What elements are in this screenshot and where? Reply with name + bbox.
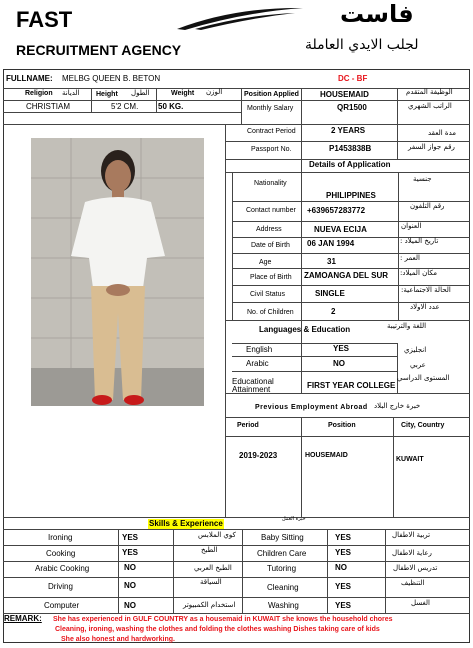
nationality-arabic: جنسية (413, 175, 432, 183)
passport-value: P1453838B (329, 144, 372, 153)
languages-title: Languages & Education (259, 325, 351, 334)
position-value: HOUSEMAID (320, 90, 369, 99)
fullname-label: FULLNAME: (6, 74, 53, 83)
arabic-value: NO (333, 359, 345, 368)
employment-title: Previous Employment Abroad (255, 404, 368, 411)
remark-label: REMARK: (4, 614, 42, 623)
skill-washing-arabic: الغسل (411, 599, 431, 607)
skill-computer-arabic: استخدام الكمبيوتر (183, 601, 236, 609)
skill-driving-label: Driving (48, 582, 73, 591)
passport-arabic: رقم جواز السفر (408, 143, 455, 151)
dob-arabic: تاريخ الميلاد : (400, 237, 439, 245)
education-label-2: Attainment (232, 385, 271, 394)
passport-label: Passport No. (251, 146, 292, 153)
skill-cleaning-arabic: التنظيف (401, 579, 425, 587)
contract-value: 2 YEARS (331, 126, 366, 135)
dob-value: 06 JAN 1994 (307, 239, 355, 248)
skill-washing-value: YES (335, 601, 352, 610)
children-value: 2 (331, 307, 336, 316)
logo-swoosh (175, 3, 305, 33)
skill-ironing-value: YES (122, 533, 139, 542)
skill-babysitting-value: YES (335, 533, 352, 542)
height-value: 5'2 CM. (111, 102, 139, 111)
employment-country-label: City, Country (401, 422, 445, 429)
employment-period-label: Period (237, 422, 259, 429)
address-value: NUEVA ECIJA (314, 225, 367, 234)
remark-line-3: She also honest and hardworking. (61, 636, 175, 643)
skill-cooking-arabic: الطبخ (201, 546, 218, 554)
skill-cooking-label: Cooking (46, 549, 76, 558)
weight-arabic: الوزن (206, 88, 223, 96)
skill-washing-label: Washing (268, 601, 299, 610)
remark-line-1: She has experienced in GULF COUNTRY as a housemaid in KUWAIT she knows the household chores (53, 616, 393, 623)
religion-label: Religion (25, 90, 53, 97)
skill-cleaning-value: YES (335, 582, 352, 591)
languages-title-arabic: اللغة والترتيبة (387, 322, 427, 330)
english-arabic: انجليزي (404, 346, 427, 354)
applicant-photo (31, 138, 204, 406)
religion-arabic: الديانة (62, 89, 80, 97)
employment-position-label: Position (328, 422, 356, 429)
brand-title: FAST (16, 7, 73, 32)
remark-line-2: Cleaning, ironing, washing the clothes and folding the clothes washing Dishes taking care of kids (55, 626, 380, 633)
pob-value: ZAMOANGA DEL SUR (304, 271, 388, 280)
age-label: Age (259, 259, 272, 266)
salary-value: QR1500 (337, 103, 367, 112)
skill-driving-arabic: السياقة (200, 578, 222, 586)
education-arabic: المستوى الدراسي (397, 374, 450, 382)
dob-label: Date of Birth (251, 242, 290, 249)
skill-childrencare-label: Children Care (257, 549, 307, 558)
skill-tutoring-arabic: تدريس الاطفال (393, 564, 438, 572)
contract-arabic: مدة العقد (428, 129, 456, 137)
applicant-code: DC - BF (338, 74, 368, 83)
contact-label: Contact number (246, 207, 296, 214)
contract-label: Contract Period (247, 128, 296, 135)
skills-title-arabic: خبرة العمل (282, 516, 306, 522)
brand-title-arabic: فاست (340, 0, 414, 28)
contact-value: +639657283772 (307, 206, 366, 215)
position-arabic: الوظيفة المتقدم (406, 88, 453, 96)
skill-childrencare-value: YES (335, 548, 352, 557)
arabic-arabic: عربي (410, 361, 426, 369)
contact-arabic: رقم التلفون (410, 202, 445, 210)
civil-status-arabic: الحالة الاجتماعية: (401, 286, 451, 294)
skill-arabiccooking-label: Arabic Cooking (35, 564, 90, 573)
salary-arabic: الراتب الشهري (408, 102, 452, 110)
age-arabic: العمر : (400, 254, 420, 262)
skill-computer-label: Computer (44, 601, 80, 610)
skill-ironing-label: Ironing (48, 533, 73, 542)
education-label-1: Educational (232, 377, 274, 386)
skill-arabiccooking-value: NO (124, 563, 136, 572)
children-arabic: عدد الاولاد (410, 303, 440, 311)
nationality-value: PHILIPPINES (326, 191, 376, 200)
nationality-label: Nationality (254, 180, 287, 187)
skill-driving-value: NO (124, 581, 136, 590)
skill-computer-value: NO (124, 601, 136, 610)
height-label: Height (96, 91, 118, 98)
skill-babysitting-arabic: تربية الاطفال (392, 531, 431, 539)
weight-value: 50 KG. (158, 102, 184, 111)
skill-cleaning-label: Cleaning (267, 583, 299, 592)
civil-status-value: SINGLE (315, 289, 345, 298)
brand-subtitle: RECRUITMENT AGENCY (16, 42, 182, 58)
pob-arabic: مكان الميلاد: (400, 269, 438, 277)
skill-childrencare-arabic: رعاية الاطفال (392, 549, 432, 557)
salary-label: Monthly Salary (247, 105, 294, 112)
arabic-label: Arabic (246, 359, 269, 368)
position-label: Position Applied (244, 91, 299, 98)
skill-tutoring-label: Tutoring (267, 564, 297, 573)
age-value: 31 (327, 257, 336, 266)
employment-title-arabic: خبرة خارج البلاد (374, 402, 421, 410)
weight-label: Weight (171, 90, 195, 97)
english-value: YES (333, 344, 350, 353)
skill-tutoring-value: NO (335, 563, 347, 572)
skill-ironing-arabic: كوي الملابس (198, 531, 236, 539)
skill-babysitting-label: Baby Sitting (261, 533, 304, 542)
education-value: FIRST YEAR COLLEGE (307, 381, 396, 390)
pob-label: Place of Birth (250, 274, 292, 281)
employment-position-value: HOUSEMAID (305, 452, 348, 459)
religion-value: CHRISTIAM (26, 102, 70, 111)
civil-status-label: Civil Status (250, 291, 286, 298)
skill-arabiccooking-arabic: الطبخ العربي (194, 564, 232, 572)
fullname-value: MELBG QUEEN B. BETON (62, 74, 161, 83)
employment-country-value: KUWAIT (396, 456, 424, 463)
height-arabic: الطول (131, 89, 150, 97)
address-arabic: العنوان (401, 222, 422, 230)
children-label: No. of Children (247, 309, 294, 316)
skills-title: Skills & Experience (149, 519, 223, 528)
brand-subtitle-arabic: لجلب الايدي العاملة (305, 37, 419, 53)
details-title: Details of Application (309, 160, 391, 169)
employment-period-value: 2019-2023 (239, 451, 278, 460)
address-label: Address (256, 226, 282, 233)
skill-cooking-value: YES (122, 548, 139, 557)
english-label: English (246, 345, 273, 354)
